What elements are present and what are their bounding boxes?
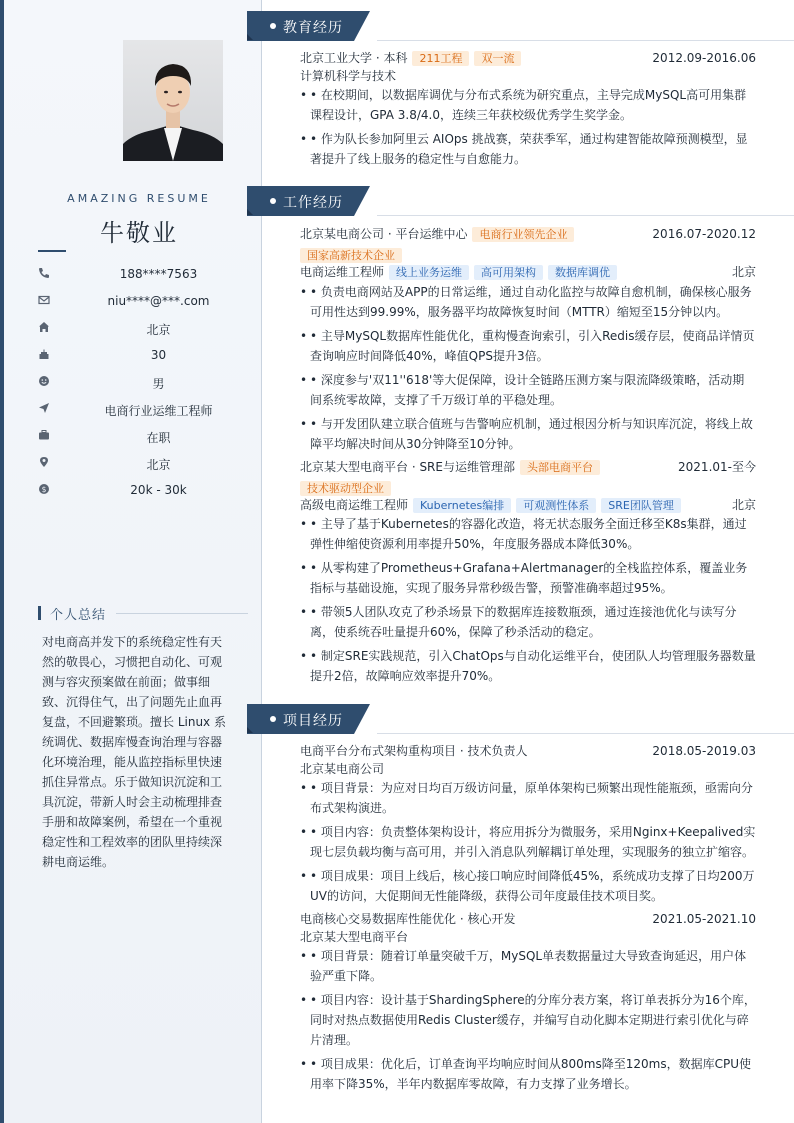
education-tag: 211工程 [412, 51, 469, 66]
info-row-age [4, 343, 261, 370]
job-position: 电商运维工程师 [300, 265, 385, 279]
company-tag: 头部电商平台 [520, 460, 600, 475]
position-tag: SRE团队管理 [601, 498, 681, 513]
info-row-gender [4, 370, 261, 397]
section-dot-icon [270, 198, 276, 204]
project-company: 北京某大型电商平台 [300, 930, 409, 944]
job-position-row [300, 496, 756, 514]
job-bullet: • • 深度参与'双11''618'等大促保障，设计全链路压测方案与限流降级策略，活动期间系统零故障，支撑了千万级订单的平稳处理。 [300, 370, 756, 410]
position-tag: 线上业务运维 [389, 265, 469, 280]
position-tag: 高可用架构 [474, 265, 543, 280]
summary-text: 对电商高并发下的系统稳定性有天然的敬畏心，习惯把自动化、可观测与容灾预案做在前面；做事细致、沉得住气，出了问题先止血再复盘，不回避繁琐。擅长 Linux 系统调优、数据库慢查询治理与容器化环境治理，能从监控指标里快速抓住异常点。乐于做知识沉淀和工具沉淀，带新人时会主动梳理排查手册和故障案例，希望在一个重视稳定性和工程效率的团队里持续深耕电商运维。 [42, 635, 226, 869]
section-title-work: 工作经历 [283, 195, 343, 211]
summary-accent-bar [38, 606, 41, 620]
project-bullet: • • 项目内容：设计基于ShardingSphere的分库分表方案，将订单表拆分为16个库，同时对热点数据使用Redis Cluster缓存，并编写自动化脚本定期进行索引优化与碎片清理。 [300, 990, 756, 1050]
main-content [262, 0, 794, 1123]
job-position-row [300, 263, 756, 281]
info-row-home [4, 316, 261, 343]
project-date: 2018.05-2019.03 [652, 744, 756, 758]
job-date: 2016.07-2020.12 [652, 227, 756, 241]
svg-text:$: $ [41, 484, 47, 494]
info-text-salary: 20k - 30k [130, 483, 187, 497]
job-bullet: • • 主导MySQL数据库性能优化，重构慢查询索引，引入Redis缓存层，使商品详情页查询响应时间降低40%，峰值QPS提升3倍。 [300, 326, 756, 366]
job-city: 北京 [731, 498, 756, 512]
job-bullet: • • 主导了基于Kubernetes的容器化改造，将无状态服务全面迁移至K8s集群，通过弹性伸缩使资源利用率提升50%，年度服务器成本降低30%。 [300, 514, 756, 554]
company-tag: 国家高新技术企业 [300, 248, 402, 263]
education-school: 北京工业大学 · 本科 [300, 51, 408, 65]
info-text-home: 北京 [146, 323, 171, 337]
job-bullet: • • 负责电商网站及APP的日常运维，通过自动化监控与故障自愈机制，确保核心服务可用性达到99.99%，服务器平均故障恢复时间（MTTR）缩短至15分钟以内。 [300, 282, 756, 322]
info-row-target-position [4, 397, 261, 424]
position-tag: Kubernetes编排 [413, 498, 511, 513]
info-text-phone: 188****7563 [119, 267, 198, 281]
info-row-phone [4, 262, 261, 289]
info-text-gender: 男 [152, 377, 165, 391]
company-tag: 电商行业领先企业 [472, 227, 574, 242]
summary-title: 个人总结 [50, 608, 107, 623]
education-major-row [300, 67, 756, 85]
project-bullet: • • 项目背景：为应对日均百万级访问量，原单体架构已频繁出现性能瓶颈，亟需向分布式架构演进。 [300, 778, 756, 818]
education-date: 2012.09-2016.06 [652, 51, 756, 65]
project-bullet: • • 项目背景：随着订单量突破千万，MySQL单表数据量过大导致查询延迟，用户体验严重下降。 [300, 946, 756, 986]
section-divider-education [377, 40, 794, 41]
info-text-age: 30 [150, 348, 167, 362]
section-title-projects: 项目经历 [283, 713, 343, 729]
education-bullet: • • 在校期间，以数据库调优与分布式系统为研究重点，主导完成MySQL高可用集群课程设计，GPA 3.8/4.0，连续三年获校级优秀学生奖学金。 [300, 85, 756, 125]
job-position: 高级电商运维工程师 [300, 498, 409, 512]
project-company-row [300, 928, 756, 946]
name-underline [38, 250, 66, 252]
dollar-icon [38, 483, 50, 495]
education-major: 计算机科学与技术 [300, 69, 397, 83]
education-header-row [300, 49, 756, 67]
job-company: 北京某大型电商平台 · SRE与运维管理部 [300, 460, 515, 474]
section-header-projects [247, 704, 377, 734]
phone-icon [38, 267, 50, 279]
section-header-education [247, 11, 377, 41]
job-date: 2021.01-至今 [678, 460, 756, 474]
send-icon [38, 402, 50, 414]
smile-icon [38, 375, 50, 387]
position-tag: 数据库调优 [548, 265, 617, 280]
resume-tagline: AMAZING RESUME [67, 192, 211, 205]
info-row-status [4, 424, 261, 451]
section-divider-work [377, 215, 794, 216]
job-header-row [300, 225, 756, 243]
education-tag: 双一流 [474, 51, 521, 66]
job-company-tags-row [300, 479, 756, 497]
job-bullet: • • 从零构建了Prometheus+Grafana+Alertmanager的全栈监控体系，覆盖业务指标与基础设施，实现了服务异常秒级告警，预警准确率超过95%。 [300, 558, 756, 598]
job-header-row [300, 458, 756, 476]
company-tag: 技术驱动型企业 [300, 481, 391, 496]
job-company-tags-row [300, 246, 756, 264]
project-company: 北京某电商公司 [300, 762, 385, 776]
position-tag: 可观测性体系 [516, 498, 596, 513]
contact-info-list [4, 262, 261, 505]
cake-icon [38, 348, 50, 360]
info-text-target-position: 电商行业运维工程师 [104, 404, 213, 418]
candidate-name: 牛敬业 [100, 219, 178, 247]
section-title-education: 教育经历 [283, 20, 343, 36]
sidebar [4, 0, 262, 1123]
section-divider-projects [377, 733, 794, 734]
job-bullet: • • 带领5人团队攻克了秒杀场景下的数据库连接数瓶颈，通过连接池优化与读写分离，使系统吞吐量提升60%，保障了秒杀活动的稳定。 [300, 602, 756, 642]
section-header-work [247, 186, 377, 216]
project-company-row [300, 760, 756, 778]
mail-icon [38, 294, 50, 306]
education-bullet: • • 作为队长参加阿里云 AIOps 挑战赛，荣获季军，通过构建智能故障预测模型，显著提升了线上服务的稳定性与自愈能力。 [300, 129, 756, 169]
section-dot-icon [270, 716, 276, 722]
project-bullet: • • 项目内容：负责整体架构设计，将应用拆分为微服务，采用Nginx+Keepalived实现七层负载均衡与高可用，并引入消息队列解耦订单处理，实现服务的独立扩缩容。 [300, 822, 756, 862]
summary-divider [116, 613, 248, 614]
briefcase-icon [38, 429, 50, 441]
project-date: 2021.05-2021.10 [652, 912, 756, 926]
info-text-status: 在职 [146, 431, 171, 445]
location-pin-icon [38, 456, 50, 468]
project-bullet: • • 项目成果：优化后，订单查询平均响应时间从800ms降至120ms，数据库CPU使用率下降35%，半年内数据库零故障，有力支撑了业务增长。 [300, 1054, 756, 1094]
job-bullet: • • 制定SRE实践规范，引入ChatOps与自动化运维平台，使团队人均管理服务器数量提升2倍，故障响应效率提升70%。 [300, 646, 756, 686]
info-text-city: 北京 [146, 458, 171, 472]
job-city: 北京 [731, 265, 756, 279]
summary-header [38, 604, 248, 622]
home-icon [38, 321, 50, 333]
project-name: 电商平台分布式架构重构项目 · 技术负责人 [300, 744, 528, 758]
info-row-salary [4, 478, 261, 505]
info-row-city [4, 451, 261, 478]
job-bullet: • • 与开发团队建立联合值班与告警响应机制，通过根因分析与知识库沉淀，将线上故障平均解决时间从30分钟降至10分钟。 [300, 414, 756, 454]
project-header-row [300, 742, 756, 760]
project-name: 电商核心交易数据库性能优化 · 核心开发 [300, 912, 516, 926]
info-row-email [4, 289, 261, 316]
info-text-email: niu****@***.com [107, 294, 210, 308]
project-bullet: • • 项目成果：项目上线后，核心接口响应时间降低45%，系统成功支撑了日均200万UV的访问，大促期间无性能降级，获得公司年度最佳技术项目奖。 [300, 866, 756, 906]
job-company: 北京某电商公司 · 平台运维中心 [300, 227, 468, 241]
project-header-row [300, 910, 756, 928]
section-dot-icon [270, 23, 276, 29]
profile-photo [123, 40, 223, 161]
